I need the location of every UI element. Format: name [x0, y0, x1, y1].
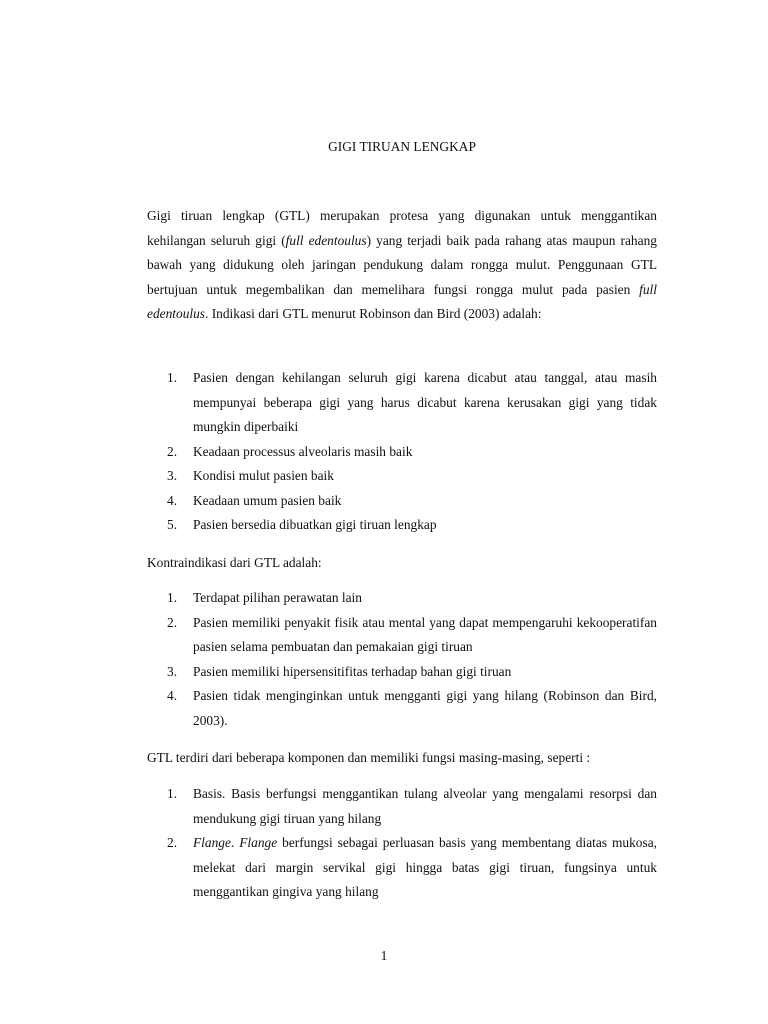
- list-number: 2.: [167, 443, 178, 459]
- page-number: 1: [380, 948, 388, 963]
- list-number: 1.: [167, 370, 178, 385]
- list-number: 3.: [167, 468, 178, 483]
- list-text: Pasien bersedia dibuatkan gigi tiruan lengkap: [193, 517, 437, 532]
- intro-text-2: ) yang terjadi baik pada rahang atas maupun rahang bawah yang didukung oleh jaringan pendukung dalam rongga mulut. Penggunaan GTL bertujuan untuk megembalikan dan memelihara fungsi rongga mulut pada pasien: [147, 232, 657, 297]
- list-item: [147, 489, 657, 514]
- list-text: Keadaan processus alveolaris masih baik: [193, 443, 413, 459]
- list-text: Pasien tidak menginginkan untuk mengganti gigi yang hilang (Robinson dan Bird, 2003).: [193, 688, 657, 728]
- list-item: [147, 782, 657, 831]
- term-italic: Flange: [193, 835, 231, 850]
- list-item: [147, 464, 657, 489]
- list-text: berfungsi sebagai perluasan basis yang membentang diatas mukosa, melekat dari margin servikal gigi hingga batas gigi tiruan, fungsinya untuk menggantikan gingiva yang hilang: [193, 835, 657, 899]
- list-item: [147, 366, 657, 440]
- list-text: Terdapat pilihan perawatan lain: [193, 590, 362, 605]
- term-separator: .: [230, 835, 240, 850]
- list-number: 3.: [167, 663, 178, 679]
- list-number: 1.: [167, 786, 178, 801]
- intro-italic-1: full edentoulus: [285, 232, 367, 248]
- list-text: Keadaan umum pasien baik: [193, 492, 342, 508]
- list-number: 2.: [167, 614, 178, 630]
- contraindications-list: [147, 586, 657, 733]
- list-item: [147, 660, 657, 685]
- list-item: [147, 586, 657, 611]
- components-heading: GTL terdiri dari beberapa komponen dan memiliki fungsi masing-masing, seperti :: [147, 750, 591, 765]
- contraindications-heading: Kontraindikasi dari GTL adalah:: [147, 555, 322, 570]
- indications-list: [147, 366, 657, 538]
- list-number: 2.: [167, 835, 178, 850]
- list-item: [147, 611, 657, 660]
- list-number: 1.: [167, 590, 178, 605]
- list-text: Pasien memiliki penyakit fisik atau mental yang dapat mempengaruhi kekooperatifan pasien selama pembuatan dan pemakaian gigi tiruan: [193, 614, 657, 654]
- intro-text-3: . Indikasi dari GTL menurut Robinson dan Bird (2003) adalah:: [205, 306, 542, 321]
- list-text: Basis. Basis berfungsi menggantikan tulang alveolar yang mengalami resorpsi dan mendukung gigi tiruan yang hilang: [193, 786, 657, 826]
- list-text: Pasien memiliki hipersensitifitas terhadap bahan gigi tiruan: [193, 663, 512, 679]
- page-title: GIGI TIRUAN LENGKAP: [328, 139, 476, 154]
- components-list: [147, 782, 657, 905]
- list-item: [147, 513, 657, 538]
- list-text: Kondisi mulut pasien baik: [193, 468, 334, 483]
- term-italic: Flange: [239, 835, 278, 850]
- intro-paragraph: [147, 204, 657, 327]
- list-item: [147, 684, 657, 733]
- intro-text-1: Gigi tiruan lengkap (GTL) merupakan protesa yang digunakan untuk menggantikan kehilangan seluruh gigi (: [147, 208, 657, 248]
- list-number: 5.: [167, 517, 178, 532]
- intro-italic-2: full edentoulus: [147, 281, 657, 321]
- list-item: [147, 440, 657, 465]
- list-number: 4.: [167, 492, 178, 508]
- list-number: 4.: [167, 688, 178, 703]
- list-item: [147, 831, 657, 905]
- list-text: Pasien dengan kehilangan seluruh gigi karena dicabut atau tanggal, atau masih mempunyai beberapa gigi yang harus dicabut karena kerusakan gigi yang tidak mungkin diperbaiki: [193, 370, 657, 434]
